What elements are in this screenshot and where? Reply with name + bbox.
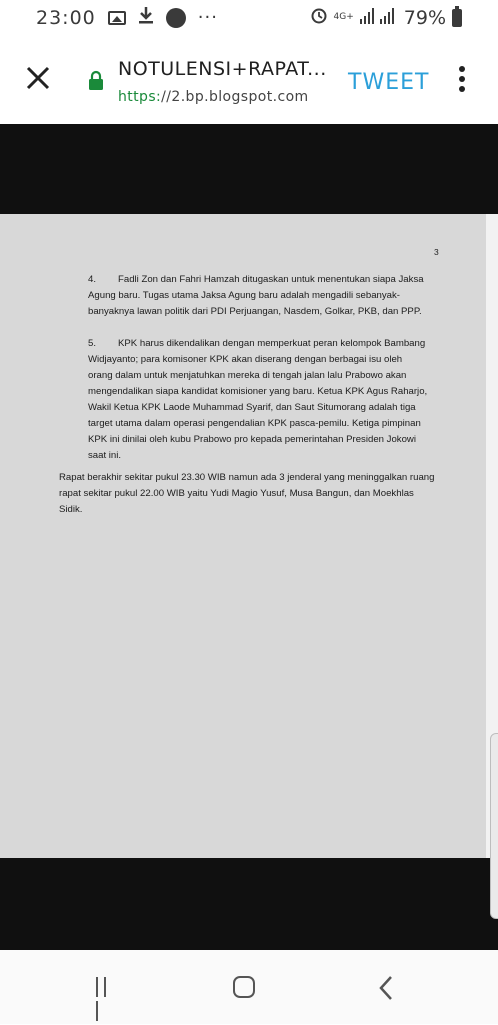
- recent-apps-icon[interactable]: [96, 977, 118, 997]
- viewer-background-bottom: [0, 858, 498, 950]
- image-icon: [108, 11, 126, 25]
- status-bar: [0, 0, 498, 36]
- status-right: [310, 6, 462, 29]
- lock-icon: [88, 70, 104, 90]
- list-item-text: Fadli Zon dan Fahri Hamzah ditugaskan untuk menentukan siapa Jaksa Agung baru. Tugas utama Jaksa Agung baru adalah mengadili sebanyak-banyaknya lawan politik dari PDI Perjuangan, Nasdem, Golkar, PKB, dan PPP.: [88, 274, 424, 317]
- alarm-icon: [310, 6, 328, 29]
- viewer-background-top: [0, 124, 498, 214]
- more-dots-icon: ···: [197, 7, 218, 28]
- browser-toolbar: [0, 36, 498, 124]
- scrollbar-thumb[interactable]: [490, 733, 498, 919]
- page-number: 3: [434, 247, 439, 257]
- more-vert-icon[interactable]: [452, 66, 472, 96]
- system-navbar: [0, 950, 498, 1024]
- phone-icon: [166, 8, 186, 28]
- battery-percent: 79%: [403, 6, 446, 29]
- list-item-number: 4.: [88, 274, 97, 285]
- url-scheme: https:: [118, 89, 162, 105]
- status-left: [36, 6, 218, 29]
- home-icon[interactable]: [233, 976, 255, 998]
- closing-paragraph: [59, 470, 439, 518]
- download-icon: [138, 6, 154, 29]
- network-type: 4G+: [333, 12, 354, 22]
- battery-icon: [452, 9, 462, 27]
- tweet-button[interactable]: TWEET: [348, 70, 430, 95]
- page-title: NOTULENSI+RAPAT...: [118, 58, 327, 80]
- list-item-text: KPK harus dikendalikan dengan memperkuat peran kelompok Bambang Widjayanto; para komisoner KPK akan diserang dengan berbagai isu oleh orang dalam untuk menjatuhkan mereka di tengah jalan lalu Prabowo akan mengendalikan siapa kandidat komisioner yang baru. Ketua KPK Agus Raharjo, Wakil Ketua KPK Laode Muhammad Syarif, dan Saut Situmorang adalah tiga target utama dalam operasi pengendalian KPK pasca-pemilu. Ketiga pimpinan KPK ini dinilai oleh kubu Prabowo pro kepada pemerintahan Presiden Jokowi saat ini.: [88, 338, 428, 461]
- list-item-number: 5.: [88, 338, 97, 349]
- list-item: [88, 272, 428, 320]
- status-time: 23:00: [36, 6, 96, 29]
- list-item: [88, 336, 428, 464]
- url-host: //2.bp.blogspot.com: [161, 89, 309, 105]
- close-icon[interactable]: [22, 62, 54, 94]
- back-icon[interactable]: [376, 975, 396, 1001]
- page-url: [118, 89, 309, 105]
- closing-text: Rapat berakhir sekitar pukul 23.30 WIB namun ada 3 jenderal yang meninggalkan ruang rapat sekitar pukul 22.00 WIB yaitu Yudi Magio Yusuf, Musa Bangun, dan Moekhlas Sidik.: [59, 472, 435, 515]
- signal-icon: [360, 7, 398, 29]
